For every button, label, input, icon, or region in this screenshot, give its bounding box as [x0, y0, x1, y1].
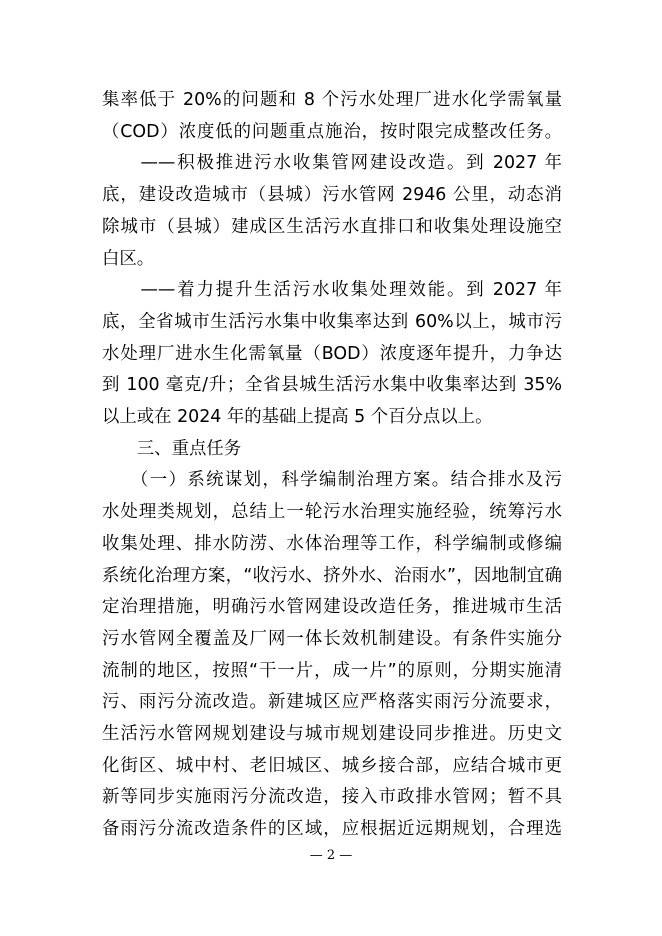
text-line: ——积极推进污水收集管网建设改造。到 2027 年 — [102, 153, 562, 174]
text-line: 系统化治理方案，“收污水、挤外水、治雨水”，因地制宜确 — [102, 565, 562, 586]
text-line: 到 100 毫克/升；全省县城生活污水集中收集率达到 35% — [102, 375, 562, 396]
page-number: — 2 — — [309, 848, 353, 863]
text-line: 水处理厂进水生化需氧量（BOD）浓度逐年提升，力争达 — [102, 343, 562, 364]
section-heading: 三、重点任务 — [102, 438, 242, 459]
text-line: 污水管网全覆盖及厂网一体长效机制建设。有条件实施分 — [102, 628, 562, 649]
text-line: 生活污水管网规划建设与城市规划建设同步推进。历史文 — [102, 724, 562, 744]
text-line: 流制的地区，按照“干一片，成一片”的原则，分期实施清 — [102, 660, 562, 681]
text-line: （一）系统谋划，科学编制治理方案。结合排水及污 — [102, 470, 562, 491]
text-line: ——着力提升生活污水收集处理效能。到 2027 年 — [102, 280, 562, 301]
text-line: 以上或在 2024 年的基础上提高 5 个百分点以上。 — [102, 407, 493, 427]
text-line: 底，全省城市生活污水集中收集率达到 60%以上，城市污 — [102, 311, 562, 332]
text-line: 备雨污分流改造条件的区域，应根据近远期规划，合理选 — [102, 819, 562, 840]
text-line: 白区。 — [102, 248, 155, 269]
text-line: 定治理措施，明确污水管网建设改造任务，推进城市生活 — [102, 597, 562, 618]
text-line: 污、雨污分流改造。新建城区应严格落实雨污分流要求， — [102, 692, 562, 713]
text-line: 除城市（县城）建成区生活污水直排口和收集处理设施空 — [102, 216, 562, 237]
text-line: 化街区、城中村、老旧城区、城乡接合部，应结合城市更 — [102, 755, 562, 776]
text-line: 新等同步实施雨污分流改造，接入市政排水管网；暂不具 — [102, 787, 562, 808]
text-line: （COD）浓度低的问题重点施治，按时限完成整改任务。 — [102, 121, 562, 142]
text-line: 水处理类规划，总结上一轮污水治理实施经验，统筹污水 — [102, 502, 562, 523]
text-line: 收集处理、排水防涝、水体治理等工作，科学编制或修编 — [102, 533, 562, 554]
text-line: 集率低于 20%的问题和 8 个污水处理厂进水化学需氧量 — [102, 90, 562, 110]
text-line: 底，建设改造城市（县城）污水管网 2946 公里，动态消 — [102, 185, 562, 206]
